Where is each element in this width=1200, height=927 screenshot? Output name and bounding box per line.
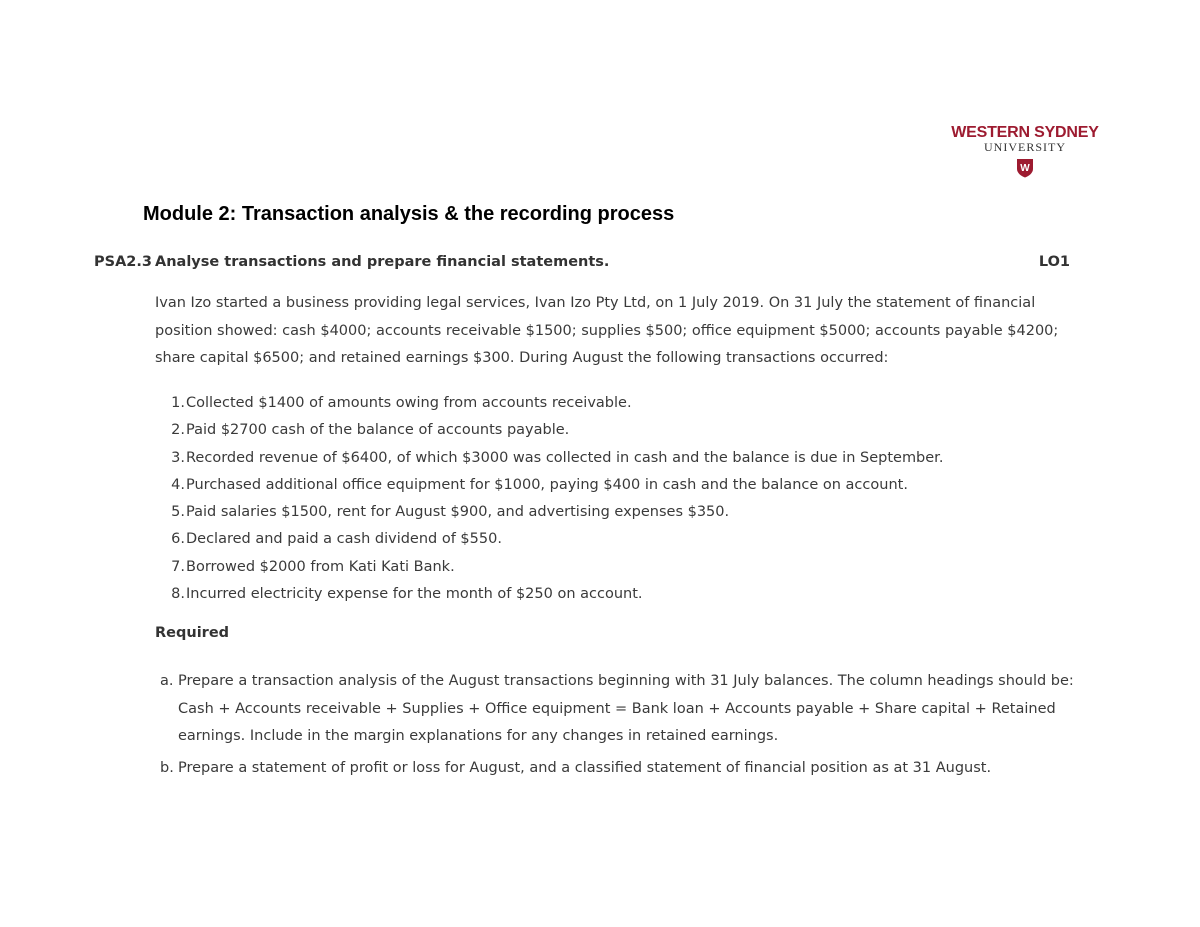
learning-outcome: LO1: [1038, 254, 1070, 270]
item-letter: b.: [160, 759, 174, 776]
list-item: [155, 581, 943, 608]
list-item: [155, 554, 943, 581]
requirements-list: [155, 668, 1090, 786]
university-shield-icon: [1016, 158, 1034, 178]
item-number: 7.: [171, 558, 185, 575]
item-text: Prepare a statement of profit or loss for August, and a classified statement of financial position as at 31 August.: [178, 759, 992, 776]
item-text: Incurred electricity expense for the month of $250 on account.: [186, 586, 643, 603]
problem-intro: Ivan Izo started a business providing legal services, Ivan Izo Pty Ltd, on 1 July 2019. On 31 July the statement of financial position showed: cash $4000; accounts receivable $1500; supplies $500; office equipment $5000; accounts payable $4200; share capital $6500; and retained earnings $300. During August the following transactions occurred:: [155, 295, 1059, 366]
item-text: Recorded revenue of $6400, of which $3000 was collected in cash and the balance is due in September.: [186, 449, 944, 466]
item-text: Paid $2700 cash of the balance of accounts payable.: [186, 422, 570, 439]
item-text: Borrowed $2000 from Kati Kati Bank.: [186, 558, 455, 575]
item-text: Paid salaries $1500, rent for August $900, and advertising expenses $350.: [186, 504, 730, 521]
problem-title: Analyse transactions and prepare financial statements.: [155, 254, 610, 270]
item-number: 8.: [171, 586, 185, 603]
transaction-list: [155, 390, 943, 608]
item-text: Collected $1400 of amounts owing from accounts receivable.: [186, 395, 632, 411]
required-heading: Required: [155, 625, 230, 641]
item-number: 4.: [171, 476, 185, 493]
logo-mark: W: [1020, 163, 1030, 174]
problem-code: PSA2.3: [94, 254, 152, 270]
list-item: [155, 668, 1090, 751]
list-item: [155, 526, 943, 553]
list-item: [155, 499, 943, 526]
list-item: [155, 472, 943, 499]
problem-header: [94, 254, 1070, 276]
list-item: [155, 417, 943, 444]
module-title: Module 2: Transaction analysis & the recording process: [143, 203, 675, 225]
item-number: 1.: [171, 395, 185, 411]
logo-name: WESTERN SYDNEY: [951, 124, 1099, 141]
list-item: [155, 390, 943, 417]
item-letter: a.: [160, 673, 174, 689]
list-item: [155, 755, 1090, 783]
item-text: Declared and paid a cash dividend of $550.: [186, 531, 502, 548]
item-number: 6.: [171, 531, 185, 548]
item-text: Purchased additional office equipment for $1000, paying $400 in cash and the balance on account.: [186, 476, 908, 493]
logo-subtitle: UNIVERSITY: [984, 140, 1066, 154]
list-item: [155, 445, 943, 472]
item-number: 2.: [171, 422, 185, 439]
item-number: 5.: [171, 504, 185, 521]
item-number: 3.: [171, 449, 185, 466]
university-logo: [940, 124, 1110, 178]
item-text: Prepare a transaction analysis of the August transactions beginning with 31 July balances. The column headings should be: Cash + Accounts receivable + Supplies + Office equipment = Bank loan + Accounts payable + Share capital + Retained earnings. Include in the margin explanations for any changes in retained earnings.: [178, 673, 1074, 744]
